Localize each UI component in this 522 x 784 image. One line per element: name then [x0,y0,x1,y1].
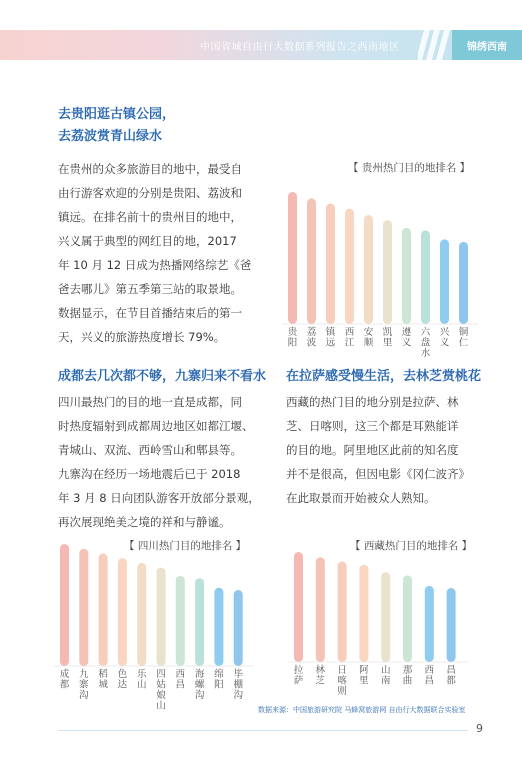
text-line: 时热度辐射到成都周边地区如都江堰、 [58,419,254,433]
text-line: 天，兴义的旅游热度增长 79%。 [58,330,226,344]
tick-label: 拉萨 [293,665,304,687]
tick-label: 九寨沟 [79,669,89,701]
text-line: 再次展现绝美之境的祥和与静谧。 [58,515,231,529]
bar-西江 [345,209,354,324]
bar-成都 [60,544,69,666]
tick-label: 成都 [59,669,70,691]
bar-昌都 [447,588,456,662]
tick-label: 荔波 [306,327,317,349]
chart-title-guizhou: 【 贵州热门目的地排名 】 [348,162,471,174]
paragraph-sichuan [58,390,268,534]
bar-六盘水 [421,230,430,324]
section-heading-guizhou [58,104,175,148]
text-line: 由行游客欢迎的分别是贵阳、荔波和 [58,186,242,200]
text-line: 西藏的热门目的地分别是拉萨、林 [286,395,459,409]
text-line: 青城山、双流、西岭雪山和郫县等。 [58,443,242,457]
bar-荔波 [307,198,316,324]
bar-阿里 [359,565,368,662]
tick-label: 贵阳 [287,327,298,349]
section-heading-tibet: 在拉萨感受慢生活，去林芝赏桃花 [286,369,482,384]
text-line: 四川最热门的目的地一直是成都，同 [58,395,242,409]
text-line: 在贵州的众多旅游目的地中，最受自 [58,162,242,176]
tick-label: 西昌 [175,669,186,691]
chart-tibet [288,548,468,698]
bar-镇远 [326,204,335,324]
bar-遵义 [402,228,411,324]
chart-title-tibet: 【 西藏热门目的地排名 】 [350,540,473,552]
tick-label: 安顺 [363,327,374,349]
text-line: 数据显示，在节目首播结束后的第一 [58,306,242,320]
chart-title-sichuan: 【 四川热门目的地排名 】 [124,540,247,552]
bar-西昌 [425,586,434,662]
text-line: 在此取景而开始被众人熟知。 [286,491,436,505]
tick-label: 遵义 [401,327,412,349]
tick-label: 镇远 [325,327,336,349]
data-source-note: 数据来源：中国旅游研究院 马蜂窝旅游网 自由行大数据联合实验室 [258,706,466,714]
bar-贵阳 [288,192,297,324]
paragraph-tibet [286,390,476,510]
bar-铜仁 [459,242,468,324]
text-line: 镇远。在排名前十的贵州目的地中， [58,210,242,224]
heading-line: 去荔波赏青山绿水 [58,129,163,144]
tick-label: 日喀则 [337,665,347,697]
tick-label: 稻城 [98,669,108,691]
tick-label: 四姑娘山 [156,669,166,712]
chart-sichuan [54,544,254,712]
text-line: 爸去哪儿》第五季第三站的取景地。 [58,282,242,296]
footer-divider [58,730,468,731]
bar-四姑娘山 [157,568,166,666]
chart-guizhou [282,185,472,360]
tick-label: 西昌 [424,665,435,687]
tick-label: 西江 [344,327,355,349]
report-series-title: 中国省域自由行大数据系列报告之西南地区 [200,42,400,53]
bar-稻城 [99,553,108,666]
bar-山南 [381,572,390,662]
bar-兴义 [440,239,449,324]
bar-绵阳 [214,588,223,666]
tick-label: 阿里 [359,665,369,687]
section-heading-sichuan: 成都去几次都不够，九寨归来不看水 [58,369,267,384]
text-line: 芝、日喀则，这三个都是耳熟能详 [286,419,459,433]
bar-乐山 [137,563,146,666]
bar-拉萨 [294,552,303,662]
tick-label: 昌都 [446,665,456,687]
region-tag: 锦绣西南 [452,30,522,60]
tick-label: 林芝 [315,665,326,687]
bar-凯里 [383,220,392,324]
bar-色达 [118,558,127,666]
bar-安顺 [364,215,373,324]
text-line: 的目的地。阿里地区此前的知名度 [286,443,459,457]
tick-label: 那曲 [402,665,413,687]
text-line: 并不是很高，但因电影《冈仁波齐》 [286,467,470,481]
tick-label: 海螺沟 [194,669,205,701]
bar-日喀则 [338,562,347,662]
text-line: 九寨沟在经历一场地震后已于 2018 [58,467,241,481]
tick-label: 毕棚沟 [233,669,243,701]
tick-label: 色达 [117,669,128,691]
bar-海螺沟 [195,578,204,666]
tick-label: 山南 [380,665,391,687]
text-line: 年 10 月 12 日成为热播网络综艺《爸 [58,258,252,272]
tick-label: 兴义 [439,327,450,349]
bar-林芝 [316,557,325,662]
text-line: 兴义属于典型的网红目的地，2017 [58,234,237,248]
tick-label: 铜仁 [458,327,469,349]
tick-label: 六盘水 [420,327,431,359]
tick-label: 凯里 [382,327,393,349]
tick-label: 乐山 [136,669,147,691]
tick-label: 绵阳 [214,669,224,691]
bar-那曲 [403,575,412,662]
page-number: 9 [476,722,483,735]
stripes-decoration-icon [418,30,452,60]
bar-毕棚沟 [234,590,243,666]
text-line: 年 3 月 8 日向团队游客开放部分景观， [58,491,260,505]
bar-西昌 [176,576,185,666]
paragraph-guizhou [58,157,263,349]
heading-line: 去贵阳逛古镇公园， [58,107,176,122]
bar-九寨沟 [79,549,88,666]
